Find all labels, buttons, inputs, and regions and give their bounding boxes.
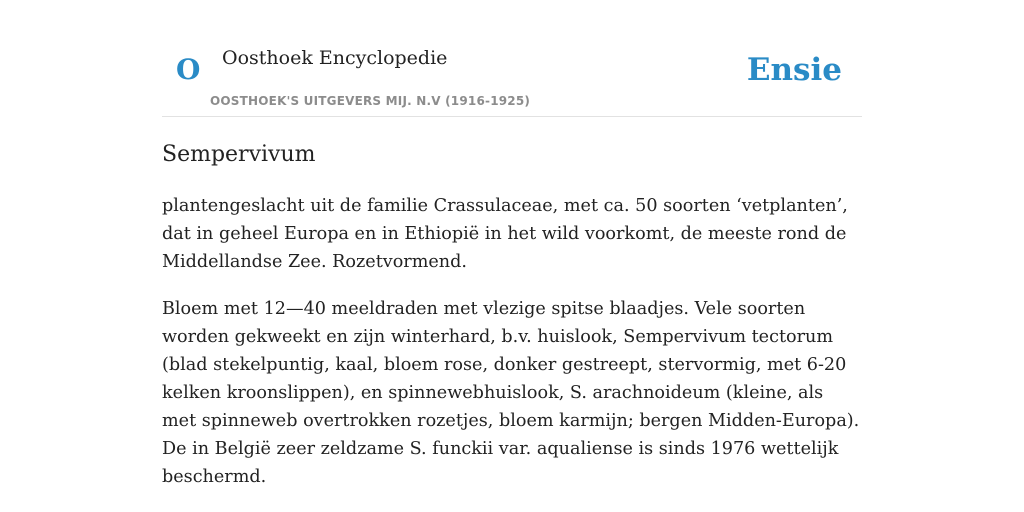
source-publisher: OOSTHOEK'S UITGEVERS MIJ. N.V (1916-1925) <box>210 94 531 108</box>
source-title-link[interactable]: Oosthoek Encyclopedie <box>222 47 448 69</box>
entry-title: Sempervivum <box>162 142 316 167</box>
source-logo-icon: O <box>176 53 201 86</box>
source-header <box>162 40 862 117</box>
entry-paragraph: plantengeslacht uit de familie Crassulaceae, met ca. 50 soorten ‘vetplanten’, dat in geheel Europa en in Ethiopië in het wild voorkomt, de meeste rond de Middellandse Zee. Rozetvormend. <box>162 196 848 272</box>
entry-paragraph: Bloem met 12—40 meeldraden met vlezige spitse blaadjes. Vele soorten worden gekweekt en zijn winterhard, b.v. huislook, Sempervivum tectorum (blad stekelpuntig, kaal, bloem rose, donker gestreept, stervormig, met 6-20 kelken kroonslippen), en spinnewebhuislook, S. arachnoideum (kleine, als met spinneweb overtrokken rozetjes, bloem karmijn; bergen Midden-Europa). De in België zeer zeldzame S. funckii var. aqualiense is sinds 1976 wettelijk beschermd. <box>162 299 860 487</box>
entry-content <box>162 192 862 510</box>
ensie-logo-link[interactable]: Ensie <box>746 52 842 88</box>
